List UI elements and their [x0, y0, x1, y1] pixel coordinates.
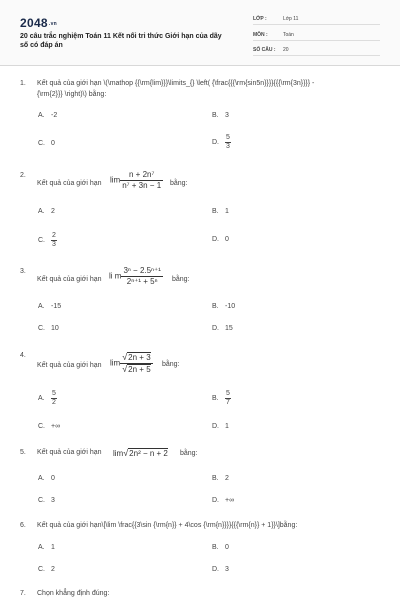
question-text: {\rm{2}}} \right)\) bằng:	[37, 91, 107, 98]
meta-grade: LỚP : Lớp 11	[253, 14, 380, 25]
option-a[interactable]: A. 1	[38, 544, 55, 551]
question-text: Kết quả của giới hạn	[37, 362, 102, 369]
option-c[interactable]: C. $\frac{2}{3}$	[38, 232, 56, 248]
question-number: 3.	[20, 268, 26, 275]
question-text: Kết quả của giới hạn	[37, 180, 102, 187]
option-d[interactable]: D. 1	[212, 423, 229, 430]
question-suffix: bằng:	[162, 361, 180, 368]
limit-expression: lim $\frac{\text{n + 2n⁷}}{\text{n⁷ + 3n − 1}}$	[110, 170, 162, 190]
question-text: Kết quả của giới hạn\[\lim \frac{{3\sin {\rm{n}} + 4\cos {\rm{n}}}}{{{\rm{n}} + 1}}\]bằng:	[37, 522, 298, 529]
question-text: Kết quả của giới hạn	[37, 276, 102, 283]
limit-expression: lim√2n² − n + 2	[113, 448, 168, 458]
question-number: 2.	[20, 172, 26, 179]
question-number: 6.	[20, 522, 26, 529]
question-number: 7.	[20, 590, 26, 597]
question-number: 5.	[20, 449, 26, 456]
question-suffix: bằng:	[170, 180, 188, 187]
question-suffix: bằng:	[172, 276, 190, 283]
option-a[interactable]: A. $\frac{5}{2}$	[38, 390, 56, 406]
option-c[interactable]: C. 2	[38, 566, 55, 573]
option-d[interactable]: D. 15	[212, 325, 233, 332]
document-header	[0, 0, 400, 66]
site-logo[interactable]: 2048.vn	[20, 16, 58, 30]
document-title: 20 câu trắc nghiệm Toán 11 Kết nối tri thức Giới hạn của dãy số có đáp án	[20, 33, 222, 49]
option-b[interactable]: B. 3	[212, 112, 229, 119]
option-a[interactable]: A. 2	[38, 208, 55, 215]
option-a[interactable]: A. 0	[38, 475, 55, 482]
option-d[interactable]: D. 0	[212, 236, 229, 243]
option-c[interactable]: C. 0	[38, 140, 55, 147]
question-number: 1.	[20, 80, 26, 87]
option-b[interactable]: B. 0	[212, 544, 229, 551]
option-a[interactable]: A. -2	[38, 112, 58, 119]
limit-expression: li m $\frac{\text{3ⁿ − 2.5ⁿ⁺¹}}{\text{2ⁿ⁺¹ + 5ⁿ}}$	[109, 266, 161, 286]
question-text: Chọn khẳng định đúng:	[37, 590, 110, 597]
option-b[interactable]: B. -10	[212, 303, 236, 310]
meta-question-count: SỐ CÂU : 20	[253, 45, 380, 56]
option-d[interactable]: D. $\frac{5}{3}$	[212, 134, 230, 150]
question-suffix: bằng:	[180, 450, 198, 457]
question-number: 4.	[20, 352, 26, 359]
option-b[interactable]: B. $\frac{5}{7}$	[212, 390, 230, 406]
option-b[interactable]: B. 1	[212, 208, 229, 215]
option-d[interactable]: D. 3	[212, 566, 229, 573]
option-b[interactable]: B. 2	[212, 475, 229, 482]
option-d[interactable]: D. +∞	[212, 497, 235, 504]
meta-subject: MÔN : Toán	[253, 30, 380, 41]
option-c[interactable]: C. +∞	[38, 423, 61, 430]
question-text: Kết quả của giới hạn	[37, 449, 102, 456]
option-c[interactable]: C. 3	[38, 497, 55, 504]
option-c[interactable]: C. 10	[38, 325, 59, 332]
option-a[interactable]: A. -15	[38, 303, 62, 310]
limit-expression: lim $\frac{√2n + 3}{√2n + 5}$	[110, 352, 151, 374]
question-text: Kết quả của giới hạn \(\mathop {{\rm{lim}}}\limits_{} \left( {\frac{{{\rm{sin5n}}}}{{{\rm{3n}}}} -	[37, 80, 315, 87]
